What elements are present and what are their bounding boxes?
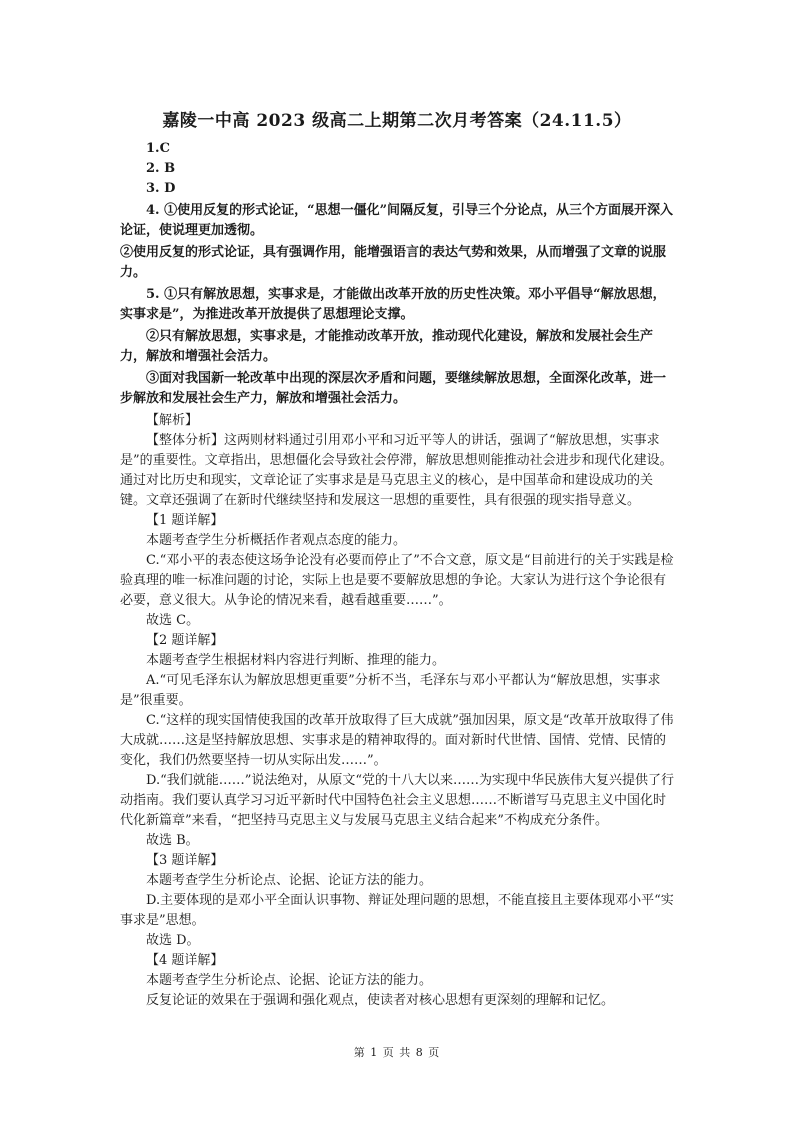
q1-option-c: C.“邓小平的表态使这场争论没有必要而停止了”不合文意，原文是“目前进行的关于实践是检验真理的唯一标准问题的讨论，实际上也是要不要解放思想的争论。大家认为进行这个争论很有必要，意义很大。从争论的情况来看，越看越重要……”。 <box>120 553 674 608</box>
q2-heading: 【2 题详解】 <box>146 633 224 648</box>
answer-5-point-1: 5. ①只有解放思想，实事求是，才能做出改革开放的历史性决策。邓小平倡导“解放思想，实事求是”，为推进改革开放提供了思想理论支撑。 <box>120 287 666 322</box>
answer-5-point-3: ③面对我国新一轮改革中出现的深层次矛盾和问题，要继续解放思想，全面深化改革，进一步解放和发展社会生产力，解放和增强社会活力。 <box>120 371 667 406</box>
q4-ability: 本题考查学生分析论点、论据、论证方法的能力。 <box>146 973 433 988</box>
q1-heading: 【1 题详解】 <box>146 513 224 528</box>
overall-analysis: 【整体分析】这两则材料通过引用邓小平和习近平等人的讲话，强调了“解放思想，实事求是”的重要性。文章指出，思想僵化会导致社会停滞，解放思想则能推动社会进步和现代化建设。通过对比历史和现实，文章论证了实事求是是马克思主义的核心，是中国革命和建设成功的关键。文章还强调了在新时代继续坚持和发展这一思想的重要性，具有很强的现实指导意义。 <box>120 433 673 508</box>
q4-text: 反复论证的效果在于强调和强化观点，使读者对核心思想有更深刻的理解和记忆。 <box>146 993 615 1008</box>
answer-1: 1.C <box>146 141 170 156</box>
answer-3: 3. D <box>146 181 176 196</box>
answer-2: 2. B <box>146 161 176 176</box>
document-title: 嘉陵一中高 2023 级高二上期第二次月考答案（24.11.5） <box>162 111 632 131</box>
q2-option-c: C.“这样的现实国情使我国的改革开放取得了巨大成就”强加因果，原文是“改革开放取得了伟大成就……这是坚持解放思想、实事求是的精神取得的。面对新时代世情、国情、党情、民情的变化，我们仍然要坚持一切从实际出发……”。 <box>120 713 674 768</box>
q3-ability: 本题考查学生分析论点、论据、论证方法的能力。 <box>146 873 433 888</box>
q1-ability: 本题考查学生分析概括作者观点态度的能力。 <box>146 533 407 548</box>
answer-4-point-2: ②使用反复的形式论证，具有强调作用，能增强语言的表达气势和效果，从而增强了文章的说服力。 <box>120 245 667 280</box>
q3-choice: 故选 D。 <box>146 933 200 948</box>
answer-4-point-1: 4. ①使用反复的形式论证，“思想一僵化”间隔反复，引导三个分论点，从三个方面展开深入论证，使说理更加透彻。 <box>120 203 674 238</box>
q4-heading: 【4 题详解】 <box>146 953 224 968</box>
q2-option-d: D.“我们就能……”说法绝对，从原文“党的十八大以来……为实现中华民族伟大复兴提供了行动指南。我们要认真学习习近平新时代中国特色社会主义思想……不断谱写马克思主义中国化时代化新篇章”来看，“把坚持马克思主义与发展马克思主义结合起来”不构成充分条件。 <box>120 773 675 828</box>
q1-choice: 故选 C。 <box>146 613 200 628</box>
q2-option-a: A.“可见毛泽东认为解放思想更重要”分析不当，毛泽东与邓小平都认为“解放思想，实事求是”很重要。 <box>120 673 661 708</box>
q3-option-d: D.主要体现的是邓小平全面认识事物、辩证处理问题的思想，不能直接且主要体现邓小平“实事求是”思想。 <box>120 893 674 928</box>
q3-heading: 【3 题详解】 <box>146 853 224 868</box>
q2-choice: 故选 B。 <box>146 833 199 848</box>
analysis-heading: 【解析】 <box>146 413 199 428</box>
document-body <box>120 139 676 1011</box>
answer-5-point-2: ②只有解放思想，实事求是，才能推动改革开放，推动现代化建设，解放和发展社会生产力，解放和增强社会活力。 <box>120 329 654 364</box>
q2-ability: 本题考查学生根据材料内容进行判断、推理的能力。 <box>146 653 446 668</box>
page-number: 第 1 页 共 8 页 <box>353 1046 441 1059</box>
